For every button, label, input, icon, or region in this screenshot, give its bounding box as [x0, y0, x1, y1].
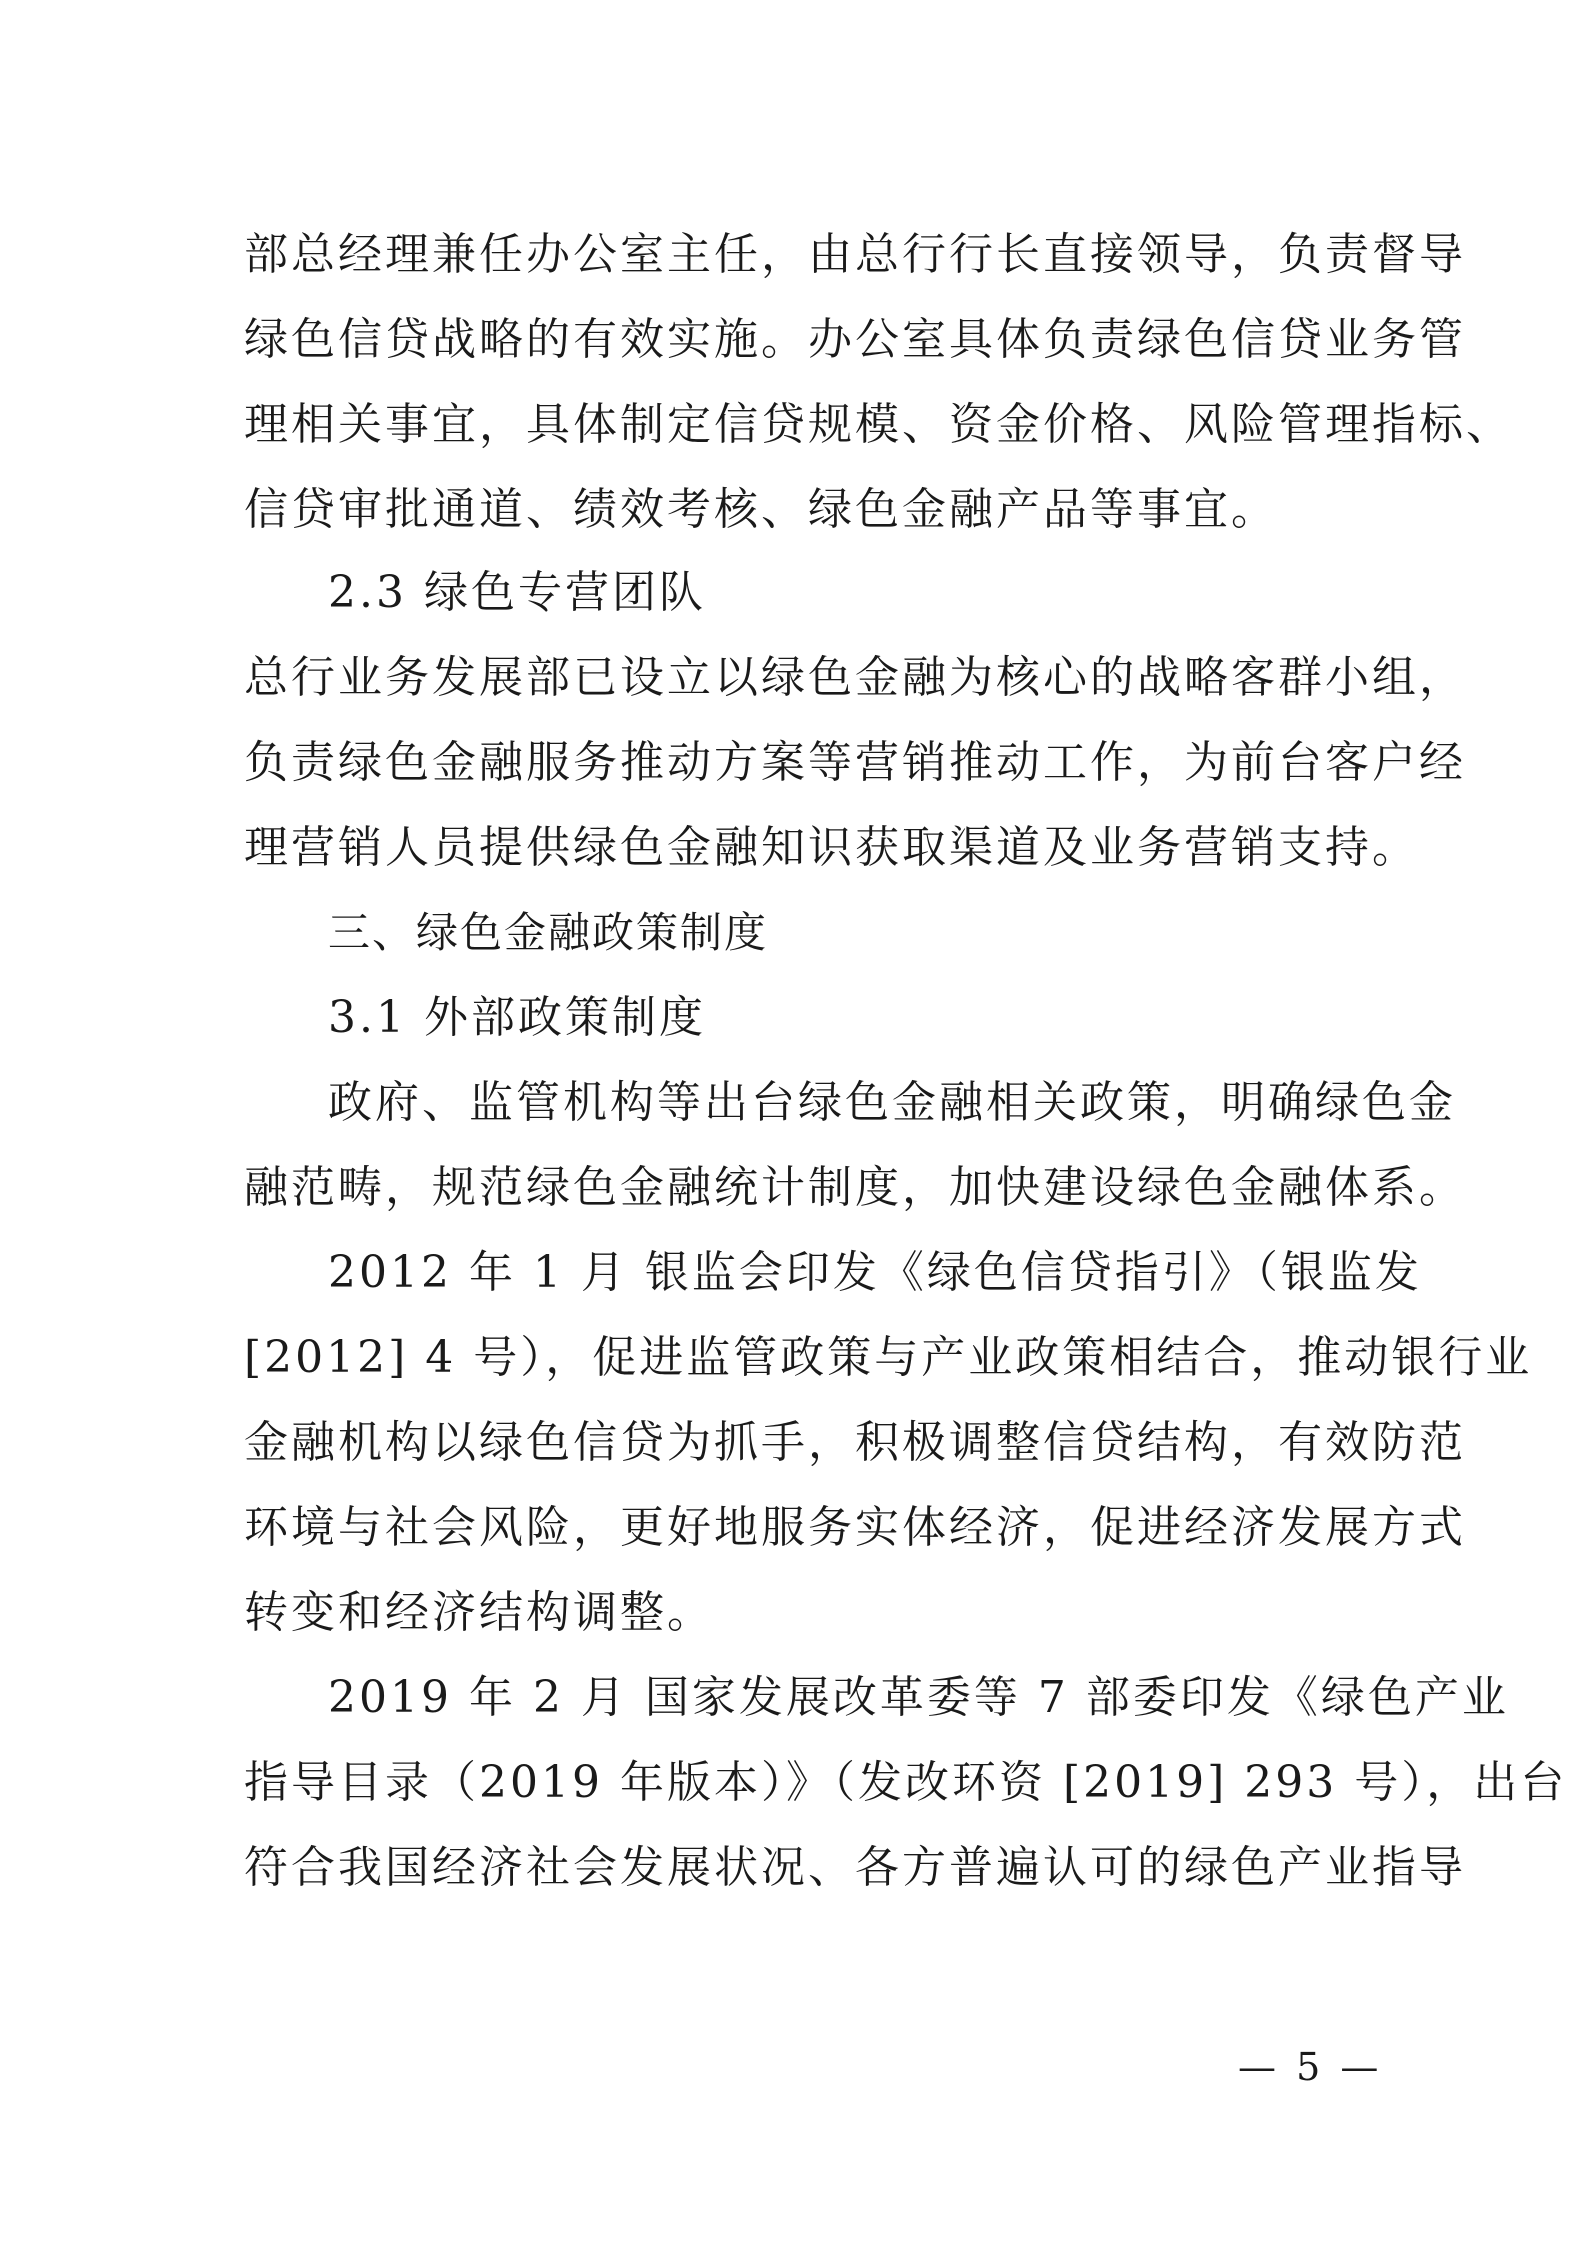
- paragraph-line: 2012 年 1 月 银监会印发《绿色信贷指引》（银监发: [328, 1247, 1422, 1298]
- page-number: — 5 —: [1238, 2045, 1383, 2089]
- section-heading: 三、绿色金融政策制度: [328, 908, 769, 957]
- paragraph-line: 政府、监管机构等出台绿色金融相关政策，明确绿色金: [328, 1077, 1456, 1128]
- paragraph-line: 金融机构以绿色信贷为抓手，积极调整信贷结构，有效防范: [244, 1417, 1466, 1468]
- paragraph-line: 部总经理兼任办公室主任，由总行行长直接领导，负责督导: [244, 229, 1466, 280]
- paragraph-line: 指导目录（2019 年版本）》（发改环资 [2019] 293 号），出台: [244, 1757, 1568, 1808]
- paragraph-line: 理营销人员提供绿色金融知识获取渠道及业务营销支持。: [244, 822, 1419, 873]
- section-subheading: 2.3 绿色专营团队: [328, 567, 706, 618]
- paragraph-line: 负责绿色金融服务推动方案等营销推动工作，为前台客户经: [244, 737, 1466, 788]
- paragraph-line: 信贷审批通道、绩效考核、绿色金融产品等事宜。: [244, 484, 1278, 535]
- paragraph-line: 理相关事宜，具体制定信贷规模、资金价格、风险管理指标、: [244, 399, 1513, 450]
- paragraph-line: 2019 年 2 月 国家发展改革委等 7 部委印发《绿色产业: [328, 1672, 1509, 1723]
- paragraph-line: 环境与社会风险，更好地服务实体经济，促进经济发展方式: [244, 1502, 1466, 1553]
- paragraph-line: 融范畴，规范绿色金融统计制度，加快建设绿色金融体系。: [244, 1162, 1466, 1213]
- section-subheading: 3.1 外部政策制度: [328, 992, 706, 1043]
- paragraph-line: 转变和经济结构调整。: [244, 1587, 714, 1638]
- paragraph-line: 符合我国经济社会发展状况、各方普遍认可的绿色产业指导: [244, 1842, 1466, 1893]
- paragraph-line: 总行业务发展部已设立以绿色金融为核心的战略客群小组，: [244, 652, 1466, 703]
- paragraph-line: 绿色信贷战略的有效实施。办公室具体负责绿色信贷业务管: [244, 314, 1466, 365]
- paragraph-line: [2012] 4 号），促进监管政策与产业政策相结合，推动银行业: [244, 1332, 1533, 1383]
